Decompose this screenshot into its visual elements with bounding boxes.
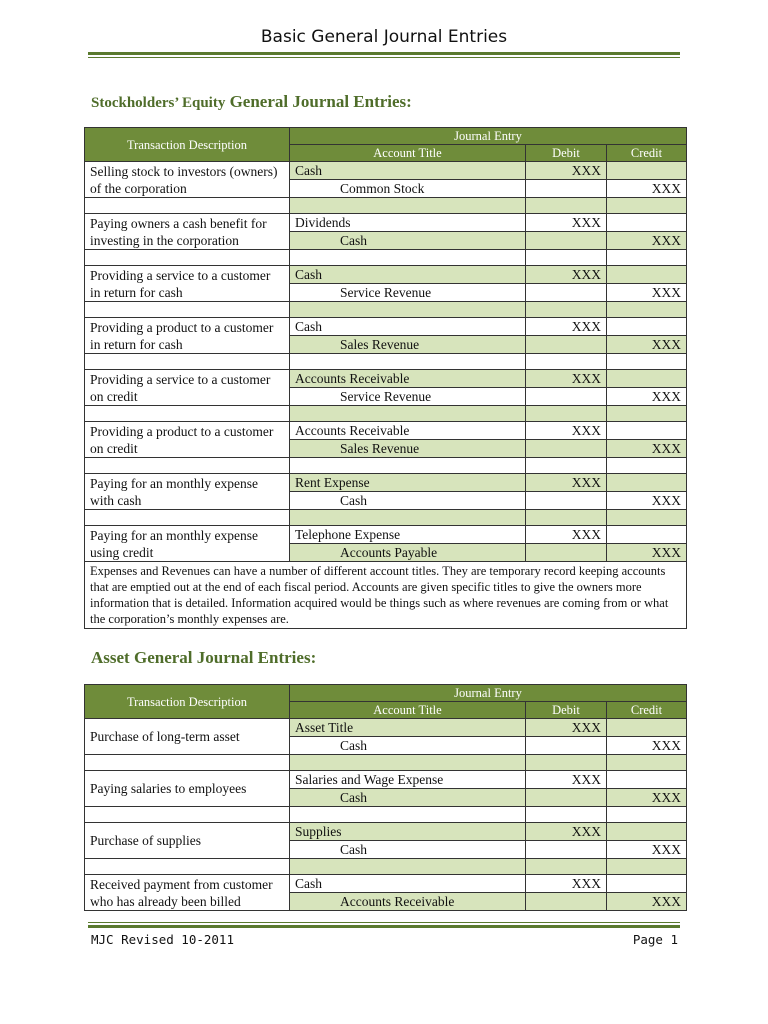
header-rule-thick <box>88 52 680 55</box>
credit-amount: XXX <box>607 492 687 510</box>
spacer-cell <box>607 250 687 266</box>
spacer-cell <box>607 198 687 214</box>
credit-amount: XXX <box>607 180 687 198</box>
spacer-cell <box>85 354 290 370</box>
debit-amount: XXX <box>526 266 607 284</box>
debit-account-title: Asset Title <box>290 719 526 737</box>
spacer-cell <box>290 755 526 771</box>
credit-amount-empty <box>607 318 687 336</box>
spacer-cell <box>85 755 290 771</box>
col-header-debit: Debit <box>526 702 607 719</box>
credit-account-title: Common Stock <box>290 180 526 198</box>
col-header-debit: Debit <box>526 145 607 162</box>
credit-amount-empty <box>607 719 687 737</box>
spacer-cell <box>526 406 607 422</box>
footer-revision: MJC Revised 10-2011 <box>91 932 234 947</box>
debit-amount-empty <box>526 544 607 562</box>
spacer-cell <box>290 510 526 526</box>
debit-amount: XXX <box>526 162 607 180</box>
credit-account-title: Cash <box>290 789 526 807</box>
credit-amount: XXX <box>607 737 687 755</box>
credit-account-title: Sales Revenue <box>290 440 526 458</box>
transaction-description: Providing a product to a customer in return for cash <box>85 318 290 354</box>
spacer-cell <box>526 250 607 266</box>
spacer-cell <box>290 859 526 875</box>
footer-rule-thin <box>88 922 680 923</box>
spacer-cell <box>607 302 687 318</box>
credit-account-title: Accounts Payable <box>290 544 526 562</box>
debit-amount-empty <box>526 492 607 510</box>
spacer-cell <box>607 755 687 771</box>
credit-amount-empty <box>607 266 687 284</box>
credit-amount-empty <box>607 875 687 893</box>
transaction-description: Paying salaries to employees <box>85 771 290 807</box>
credit-amount-empty <box>607 526 687 544</box>
asset-section-heading: Asset General Journal Entries: <box>91 648 317 667</box>
asset-journal-table <box>84 684 687 911</box>
col-header-description: Transaction Description <box>85 128 290 162</box>
spacer-cell <box>290 354 526 370</box>
credit-amount-empty <box>607 370 687 388</box>
col-header-journal-entry: Journal Entry <box>290 685 687 702</box>
credit-account-title: Sales Revenue <box>290 336 526 354</box>
debit-amount: XXX <box>526 422 607 440</box>
col-header-credit: Credit <box>607 145 687 162</box>
col-header-description: Transaction Description <box>85 685 290 719</box>
debit-amount-empty <box>526 440 607 458</box>
spacer-cell <box>85 458 290 474</box>
debit-amount-empty <box>526 232 607 250</box>
transaction-description: Providing a service to a customer in return for cash <box>85 266 290 302</box>
spacer-cell <box>85 198 290 214</box>
spacer-cell <box>526 458 607 474</box>
spacer-cell <box>85 510 290 526</box>
credit-amount: XXX <box>607 440 687 458</box>
transaction-description: Purchase of long-term asset <box>85 719 290 755</box>
debit-amount: XXX <box>526 474 607 492</box>
debit-account-title: Cash <box>290 875 526 893</box>
credit-amount: XXX <box>607 388 687 406</box>
col-header-account-title: Account Title <box>290 145 526 162</box>
debit-amount: XXX <box>526 370 607 388</box>
debit-account-title: Accounts Receivable <box>290 370 526 388</box>
spacer-cell <box>526 354 607 370</box>
spacer-cell <box>607 510 687 526</box>
credit-amount-empty <box>607 771 687 789</box>
equity-heading-part2: General Journal Entries: <box>225 92 412 111</box>
transaction-description: Paying for an monthly expense with cash <box>85 474 290 510</box>
spacer-cell <box>607 859 687 875</box>
transaction-description: Providing a product to a customer on credit <box>85 422 290 458</box>
credit-amount-empty <box>607 162 687 180</box>
credit-amount-empty <box>607 474 687 492</box>
spacer-cell <box>526 302 607 318</box>
equity-note: Expenses and Revenues can have a number of different account titles. They are temporary record keeping accounts that are emptied out at the end of each fiscal period. Accounts are given specific titles to give the owners more information that is detailed. Information acquired would be things such as where revenues are coming from or what the corporation’s monthly expenses are. <box>85 562 687 629</box>
credit-amount-empty <box>607 422 687 440</box>
transaction-description: Selling stock to investors (owners) of the corporation <box>85 162 290 198</box>
debit-amount-empty <box>526 893 607 911</box>
credit-amount: XXX <box>607 336 687 354</box>
credit-account-title: Cash <box>290 232 526 250</box>
debit-amount: XXX <box>526 875 607 893</box>
debit-amount-empty <box>526 180 607 198</box>
spacer-cell <box>526 755 607 771</box>
equity-section-heading <box>91 92 412 112</box>
credit-amount: XXX <box>607 544 687 562</box>
debit-account-title: Accounts Receivable <box>290 422 526 440</box>
debit-account-title: Cash <box>290 162 526 180</box>
debit-account-title: Supplies <box>290 823 526 841</box>
debit-account-title: Cash <box>290 266 526 284</box>
equity-journal-table <box>84 127 687 629</box>
credit-amount: XXX <box>607 893 687 911</box>
spacer-cell <box>607 807 687 823</box>
debit-amount: XXX <box>526 771 607 789</box>
spacer-cell <box>607 354 687 370</box>
spacer-cell <box>290 458 526 474</box>
spacer-cell <box>526 510 607 526</box>
spacer-cell <box>290 302 526 318</box>
debit-account-title: Telephone Expense <box>290 526 526 544</box>
footer-page-number: Page 1 <box>632 932 678 947</box>
credit-amount: XXX <box>607 284 687 302</box>
credit-account-title: Cash <box>290 492 526 510</box>
footer-rule-thick <box>88 925 680 928</box>
debit-amount: XXX <box>526 823 607 841</box>
spacer-cell <box>85 406 290 422</box>
spacer-cell <box>290 198 526 214</box>
debit-account-title: Salaries and Wage Expense <box>290 771 526 789</box>
header-rule-thin <box>88 57 680 58</box>
equity-heading-part1: Stockholders’ Equity <box>91 95 226 111</box>
debit-amount-empty <box>526 737 607 755</box>
spacer-cell <box>607 458 687 474</box>
col-header-account-title: Account Title <box>290 702 526 719</box>
credit-amount: XXX <box>607 232 687 250</box>
transaction-description: Paying for an monthly expense using credit <box>85 526 290 562</box>
debit-amount-empty <box>526 841 607 859</box>
transaction-description: Received payment from customer who has already been billed <box>85 875 290 911</box>
credit-account-title: Cash <box>290 737 526 755</box>
debit-amount-empty <box>526 789 607 807</box>
col-header-journal-entry: Journal Entry <box>290 128 687 145</box>
credit-account-title: Service Revenue <box>290 284 526 302</box>
spacer-cell <box>85 807 290 823</box>
spacer-cell <box>290 406 526 422</box>
spacer-cell <box>290 250 526 266</box>
credit-account-title: Cash <box>290 841 526 859</box>
spacer-cell <box>85 250 290 266</box>
spacer-cell <box>85 302 290 318</box>
credit-amount: XXX <box>607 789 687 807</box>
credit-account-title: Service Revenue <box>290 388 526 406</box>
debit-account-title: Cash <box>290 318 526 336</box>
spacer-cell <box>526 807 607 823</box>
debit-amount: XXX <box>526 719 607 737</box>
debit-amount-empty <box>526 388 607 406</box>
transaction-description: Providing a service to a customer on credit <box>85 370 290 406</box>
debit-account-title: Dividends <box>290 214 526 232</box>
debit-amount-empty <box>526 284 607 302</box>
credit-amount-empty <box>607 823 687 841</box>
debit-amount-empty <box>526 336 607 354</box>
transaction-description: Purchase of supplies <box>85 823 290 859</box>
credit-amount-empty <box>607 214 687 232</box>
debit-account-title: Rent Expense <box>290 474 526 492</box>
credit-account-title: Accounts Receivable <box>290 893 526 911</box>
page-title: Basic General Journal Entries <box>260 27 508 47</box>
spacer-cell <box>526 859 607 875</box>
debit-amount: XXX <box>526 526 607 544</box>
spacer-cell <box>607 406 687 422</box>
transaction-description: Paying owners a cash benefit for investing in the corporation <box>85 214 290 250</box>
credit-amount: XXX <box>607 841 687 859</box>
spacer-cell <box>290 807 526 823</box>
debit-amount: XXX <box>526 318 607 336</box>
spacer-cell <box>526 198 607 214</box>
debit-amount: XXX <box>526 214 607 232</box>
col-header-credit: Credit <box>607 702 687 719</box>
spacer-cell <box>85 859 290 875</box>
